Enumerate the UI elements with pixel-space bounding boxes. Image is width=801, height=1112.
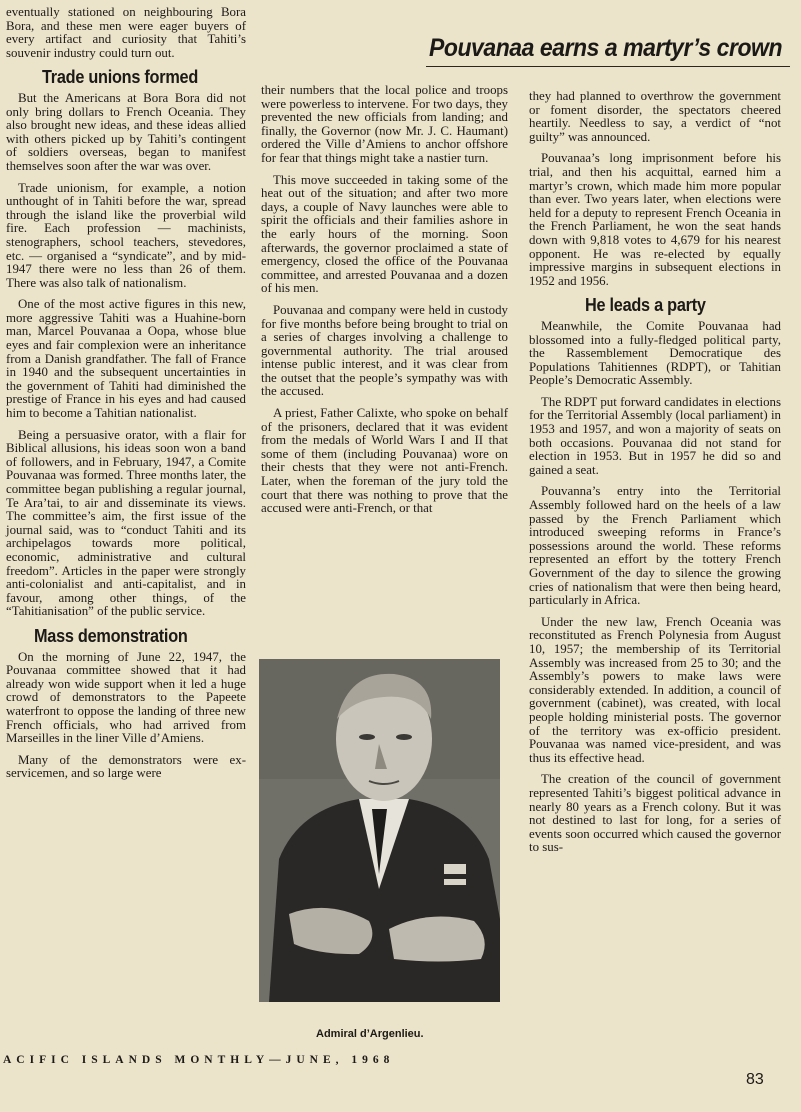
paragraph: On the morning of June 22, 1947, the Pouvanaa committee showed that it had already won wide support when it led a huge crowd of demonstrators to the Papeete waterfront to oppose the landing of three new French officials, who had arrived from Marseilles in the liner Ville d’Amiens. (6, 649, 246, 746)
text-column-middle (261, 84, 508, 524)
paragraph: Meanwhile, the Comite Pouvanaa had blossomed into a fully-fledged political party, the Rassemblement Democratique des Populations Tahitiennes (RDPT), or Tahitian People’s Democratic Assembly. (529, 318, 781, 388)
paragraph: Trade unionism, for example, a notion unthought of in Tahiti before the war, spread through the island like the proverbial wild fire. Each profession — machinists, stenographers, school teachers, stevedores, etc. — organised a “syndicate”, and by mid-1947 there were no less than 26 of them. There was also talk of nationalism. (6, 180, 246, 290)
paragraph: Being a persuasive orator, with a flair for Biblical allusions, his ideas soon won a band of followers, and in February, 1947, a Comite Pouvanaa was formed. Three months later, the committee began publishing a regular journal, Te Ara’tai, to air and disseminate its views. The committee’s aim, the first issue of the journal said, was to “conduct Tahiti and its archipelagos towards more political, economic, administrative and cultural freedom”. Articles in the paper were strongly anti-colonialist and anti-capitalist, and in favour, among other things, of the “Tahitianisation” of the public service. (6, 427, 246, 619)
paragraph: Pouvanaa and company were held in custody for five months before being brought to trial on a series of charges involving a challenge to governmental authority. The trial aroused intense public interest, and it was clear from the outset that the people’s sympathy was with the accused. (261, 302, 508, 399)
paragraph: The RDPT put forward candidates in elections for the Territorial Assembly (local parliament) in 1953 and 1957, and won a majority of seats on both occasions. Pouvanaa did not stand for election in 1953. But in 1957 he did so and gained a seat. (529, 394, 781, 477)
portrait-photo (259, 659, 500, 1002)
paragraph: Under the new law, French Oceania was reconstituted as French Polynesia from August 10, 1957; the membership of its Territorial Assembly was increased from 25 to 30; and the Assembly’s powers to make laws were considerably extended. In addition, a council of government (cabinet), was created, with local people holding ministerial posts. The governor of the territory was ex-officio president. Pouvanaa was named vice-president, and was thus its effective head. (529, 614, 781, 765)
paragraph: A priest, Father Calixte, who spoke on behalf of the prisoners, declared that it was evident from the medals of World Wars I and II that some of them (including Pouvanaa) wore on their chests that they were not anti-French. Later, when the foreman of the jury told the court that there was nothing to prove that the accused were anti-French, or that (261, 406, 508, 516)
paragraph: Many of the demonstrators were ex-servicemen, and so large were (6, 752, 246, 781)
magazine-footer: ACIFIC ISLANDS MONTHLY—JUNE, 1968 (3, 1054, 395, 1066)
portrait-illustration (259, 659, 500, 1002)
subheading-mass-demonstration: Mass demonstration (34, 624, 188, 646)
paragraph: eventually stationed on neighbouring Bora Bora, and these men were eager buyers of every artifact and curiosity that Tahiti’s souvenir industry could turn out. (6, 5, 246, 60)
photo-caption: Admiral d’Argenlieu. (316, 1028, 424, 1040)
subheading-trade-unions: Trade unions formed (42, 66, 199, 88)
paragraph: But the Americans at Bora Bora did not only bring dollars to French Oceania. They also brought new ideas, and these ideas allied with others picked up by Tahiti’s contingent of soldiers overseas, began to manifest themselves soon after the war was over. (6, 90, 246, 173)
paragraph: This move succeeded in taking some of the heat out of the situation; and after two more days, a couple of Navy launches were able to spirit the officials and their families ashore in the early hours of the morning. Soon afterwards, the governor proclaimed a state of emergency, closed the office of the Pouvanaa committee, and arrested Pouvanaa and a dozen of his men. (261, 172, 508, 296)
paragraph: Pouvanaa’s long imprisonment before his trial, and then his acquittal, earned him a martyr’s crown, which made him more popular than ever. Two years later, when elections were held for a deputy to represent French Oceania in the French Parliament, he won the seat hands down with 9,818 votes to 4,679 for his nearest opponent. He was re-elected by equally impressive margins in subsequent elections in 1952 and 1956. (529, 151, 781, 288)
text-column-left (6, 6, 246, 789)
headline-rule (426, 66, 790, 67)
paragraph: they had planned to overthrow the government or foment disorder, the spectators cheered heartily. Needless to say, a verdict of “not guilty” was announced. (529, 89, 781, 144)
article-headline: Pouvanaa earns a martyr’s crown (429, 34, 783, 62)
paragraph: The creation of the council of government represented Tahiti’s biggest political advance in nearly 80 years as a French colony. But it was not destined to last for long, for a series of events soon occurred which caused the governor to sus- (529, 772, 781, 855)
paragraph: One of the most active figures in this new, more aggressive Tahiti was a Huahine-born man, Marcel Pouvanaa a Oopa, whose blue eyes and fair complexion were an inheritance from a Danish grandfather. The fall of France in 1940 and the subsequent uncertainties in the government of Tahiti had diminished the prestige of France in his eyes and had caused him to become a Tahitian nationalist. (6, 297, 246, 421)
paragraph: Pouvanna’s entry into the Territorial Assembly followed hard on the heels of a law passed by the French Parliament which introduced sweeping reforms in France’s possessions around the world. These reforms represented an effort by the tottery French Government of the day to silence the growing cries of nationalism that were then being heard, particularly in Africa. (529, 484, 781, 608)
text-column-right (529, 90, 781, 863)
page-number: 83 (746, 1071, 764, 1088)
subheading-leads-party: He leads a party (585, 294, 706, 316)
paragraph: their numbers that the local police and troops were powerless to intervene. For two days, they prevented the new officials from landing; and finally, the Governor (now Mr. J. C. Haumant) ordered the Ville d’Amiens to anchor offshore for fear that things might take a nastier turn. (261, 83, 508, 165)
